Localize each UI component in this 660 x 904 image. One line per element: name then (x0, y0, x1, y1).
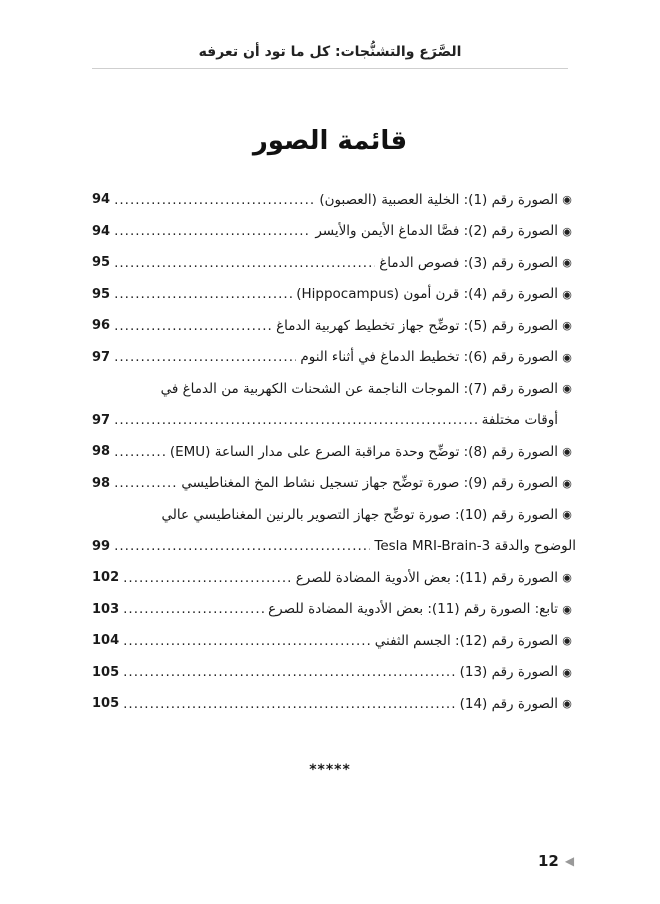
dot-leader (114, 444, 166, 460)
bullet-icon: ◉ (562, 665, 572, 679)
entry-label: الصورة رقم (5): توضِّح جهاز تخطيط كهربية الدماغ (276, 317, 558, 334)
entry-page: 102 (92, 570, 120, 586)
bullet-icon: ◉ (562, 256, 572, 270)
bullet-icon: ◉ (562, 319, 572, 333)
entry-label: الصورة رقم (2): فصَّا الدماغ الأيمن والأيسر (315, 223, 558, 240)
toc-entry[interactable] (92, 184, 576, 216)
toc-entry[interactable] (92, 373, 576, 436)
entry-page: 97 (92, 349, 111, 365)
toc-entry[interactable] (92, 247, 576, 279)
entry-label: الصورة رقم (9): صورة توضِّح جهاز تسجيل نشاط المخ المغناطيسي (181, 475, 558, 492)
toc-entry[interactable] (92, 342, 576, 374)
dot-leader (123, 664, 455, 680)
table-of-figures (92, 184, 576, 720)
running-header: الصَّرَع والتشنُّجات: كل ما تود أن تعرفه (198, 44, 462, 60)
page-title: قائمة الصور (252, 126, 408, 156)
entry-label: الصورة رقم (7): الموجات الناجمة عن الشحنات الكهربية من الدماغ في (160, 380, 558, 397)
entry-label-continued: أوقات مختلفة (481, 412, 558, 429)
bullet-icon: ◉ (562, 382, 572, 396)
entry-page: 94 (92, 223, 111, 239)
bullet-icon: ◉ (562, 287, 572, 301)
entry-page: 95 (92, 255, 111, 271)
entry-label: الصورة رقم (8): توضِّح وحدة مراقبة الصرع على مدار الساعة (EMU) (169, 443, 558, 460)
dot-leader (114, 255, 375, 271)
bullet-icon: ◉ (562, 602, 572, 616)
entry-page: 96 (92, 318, 111, 334)
toc-entry[interactable] (92, 594, 576, 626)
entry-page: 94 (92, 192, 111, 208)
entry-page: 95 (92, 286, 111, 302)
entry-page: 105 (92, 664, 120, 680)
bullet-icon: ◉ (562, 445, 572, 459)
page-number-value: 12 (538, 852, 559, 870)
toc-entry[interactable] (92, 499, 576, 562)
entry-page: 103 (92, 601, 120, 617)
bullet-icon: ◉ (562, 350, 572, 364)
dot-leader (114, 192, 315, 208)
entry-label: الصورة رقم (1): الخلية العصبية (العصبون) (319, 191, 558, 208)
dot-leader (114, 286, 292, 302)
bullet-icon: ◉ (562, 224, 572, 238)
entry-page: 98 (92, 444, 111, 460)
dot-leader (123, 633, 371, 649)
bullet-icon: ◉ (562, 571, 572, 585)
toc-entry[interactable] (92, 688, 576, 720)
bullet-icon: ◉ (562, 697, 572, 711)
bullet-icon: ◉ (562, 634, 572, 648)
section-separator: ***** (309, 762, 351, 778)
entry-label: الصورة رقم (10): صورة توضِّح جهاز التصوير بالرنين المغناطيسي عالي (161, 506, 558, 523)
entry-label: الصورة رقم (13) (459, 664, 558, 681)
dot-leader (114, 349, 296, 365)
bullet-icon: ◉ (562, 193, 572, 207)
entry-label: الصورة رقم (12): الجسم الثفني (374, 632, 558, 649)
dot-leader (114, 223, 311, 239)
entry-page: 104 (92, 633, 120, 649)
dot-leader (123, 570, 292, 586)
dot-leader (114, 412, 478, 428)
entry-page: 105 (92, 696, 120, 712)
entry-label: الصورة رقم (6): تخطيط الدماغ في أثناء النوم (300, 349, 558, 366)
entry-page: 98 (92, 475, 111, 491)
dot-leader (123, 696, 455, 712)
page-number (538, 852, 574, 870)
toc-entry[interactable] (92, 436, 576, 468)
toc-entry[interactable] (92, 310, 576, 342)
toc-entry[interactable] (92, 216, 576, 248)
header-rule (92, 68, 568, 69)
toc-entry[interactable] (92, 625, 576, 657)
entry-label: الصورة رقم (4): قرن أمون (Hippocampus) (296, 286, 558, 303)
entry-label-continued: الوضوح والدقة 3-Tesla MRI-Brain (374, 538, 576, 555)
toc-entry[interactable] (92, 562, 576, 594)
dot-leader (114, 318, 272, 334)
dot-leader (114, 475, 177, 491)
dot-leader (114, 538, 370, 554)
dot-leader (123, 601, 264, 617)
entry-label: الصورة رقم (3): فصوص الدماغ (379, 254, 558, 271)
bullet-icon: ◉ (562, 508, 572, 522)
entry-label: الصورة رقم (11): بعض الأدوية المضادة للصرع (295, 569, 558, 586)
entry-label: تابع: الصورة رقم (11): بعض الأدوية المضادة للصرع (268, 601, 558, 618)
toc-entry[interactable] (92, 657, 576, 689)
toc-entry[interactable] (92, 279, 576, 311)
entry-page: 99 (92, 538, 111, 554)
entry-page: 97 (92, 412, 111, 428)
entry-label: الصورة رقم (14) (459, 695, 558, 712)
bullet-icon: ◉ (562, 476, 572, 490)
arrow-left-icon: ◀ (564, 854, 575, 868)
toc-entry[interactable] (92, 468, 576, 500)
